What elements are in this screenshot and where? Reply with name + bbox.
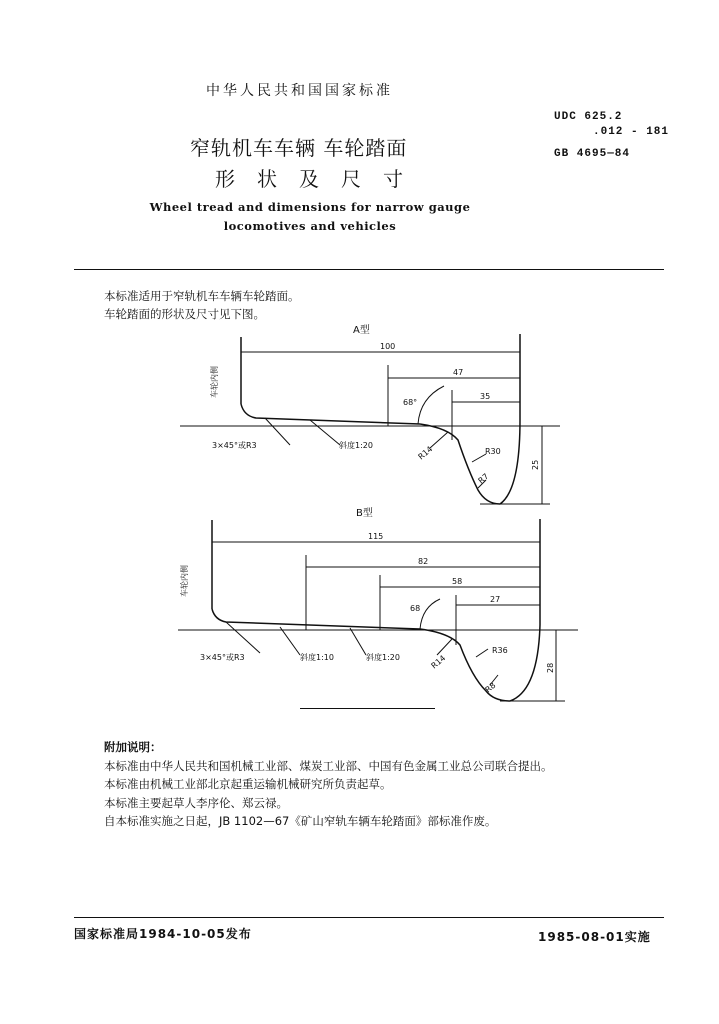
figure-a-slope: 斜度1:20 — [339, 441, 373, 450]
note-item: 本标准由机械工业部北京起重运输机械研究所负责起草。 — [104, 777, 392, 791]
figure-a-r14: R14 — [416, 444, 435, 462]
figure-b-angle: 68 — [410, 604, 421, 613]
chinese-title-line1: 窄轨机车车辆 车轮踏面 — [190, 136, 408, 160]
footer-divider — [74, 917, 664, 918]
intro-figure-ref: 车轮踏面的形状及尺寸见下图。 — [104, 307, 265, 321]
figure-b-slope1: 斜度1:10 — [300, 653, 334, 662]
figure-b-profile — [0, 505, 719, 720]
note-item: 自本标准实施之日起，JB 1102—67《矿山窄轨车辆车轮踏面》部标准作废。 — [104, 814, 497, 828]
gb-standard-number: GB 4695—84 — [554, 148, 631, 160]
figure-a-r7: R7 — [476, 471, 491, 486]
intro-scope: 本标准适用于窄轨机车车辆车轮踏面。 — [104, 289, 300, 303]
figure-a-chamfer: 3×45°或R3 — [212, 441, 257, 450]
figure-b-chamfer: 3×45°或R3 — [200, 653, 245, 662]
figure-b-dim-58: 58 — [452, 577, 463, 586]
figure-a-dim-total: 100 — [380, 342, 396, 351]
figure-a-side-label: 车轮内侧 — [210, 366, 219, 398]
figure-b-flange-height: 28 — [546, 662, 555, 673]
udc-code-suffix: .012 - 181 — [593, 126, 670, 138]
figure-a-dim-small: 35 — [480, 392, 491, 401]
figure-a-dim-mid: 47 — [453, 368, 464, 377]
figure-a-label: A型 — [353, 325, 370, 336]
figure-b-dim-82: 82 — [418, 557, 429, 566]
effective-date: 1985-08-01实施 — [538, 930, 651, 944]
figure-b-dim-27: 27 — [490, 595, 501, 604]
figure-b-side-label: 车轮内侧 — [180, 565, 189, 597]
figure-a-flange-height: 25 — [531, 459, 540, 470]
figure-end-rule — [300, 708, 435, 709]
figure-b-r14: R14 — [429, 653, 448, 671]
notes-heading: 附加说明： — [104, 740, 162, 754]
figure-a-angle: 68° — [403, 398, 418, 407]
note-item: 本标准由中华人民共和国机械工业部、煤炭工业部、中国有色金属工业总公司联合提出。 — [104, 759, 553, 773]
english-title-line1: Wheel tread and dimensions for narrow gauge — [149, 200, 471, 214]
figure-b-r8: R8 — [483, 680, 498, 695]
english-title-line2: locomotives and vehicles — [223, 219, 397, 233]
figure-b-r36: R36 — [492, 646, 508, 655]
figure-b-dim-total: 115 — [368, 532, 384, 541]
note-item: 本标准主要起草人李序伦、郑云禄。 — [104, 796, 288, 810]
figure-a-r30: R30 — [485, 447, 501, 456]
figure-b-label: B型 — [356, 508, 373, 519]
issuing-authority: 中华人民共和国国家标准 — [206, 83, 393, 99]
udc-code: UDC 625.2 — [554, 111, 623, 123]
figure-b-slope2: 斜度1:20 — [366, 653, 400, 662]
chinese-title-line2: 形状及尺寸 — [215, 167, 425, 191]
issue-date: 国家标准局1984-10-05发布 — [74, 927, 252, 941]
